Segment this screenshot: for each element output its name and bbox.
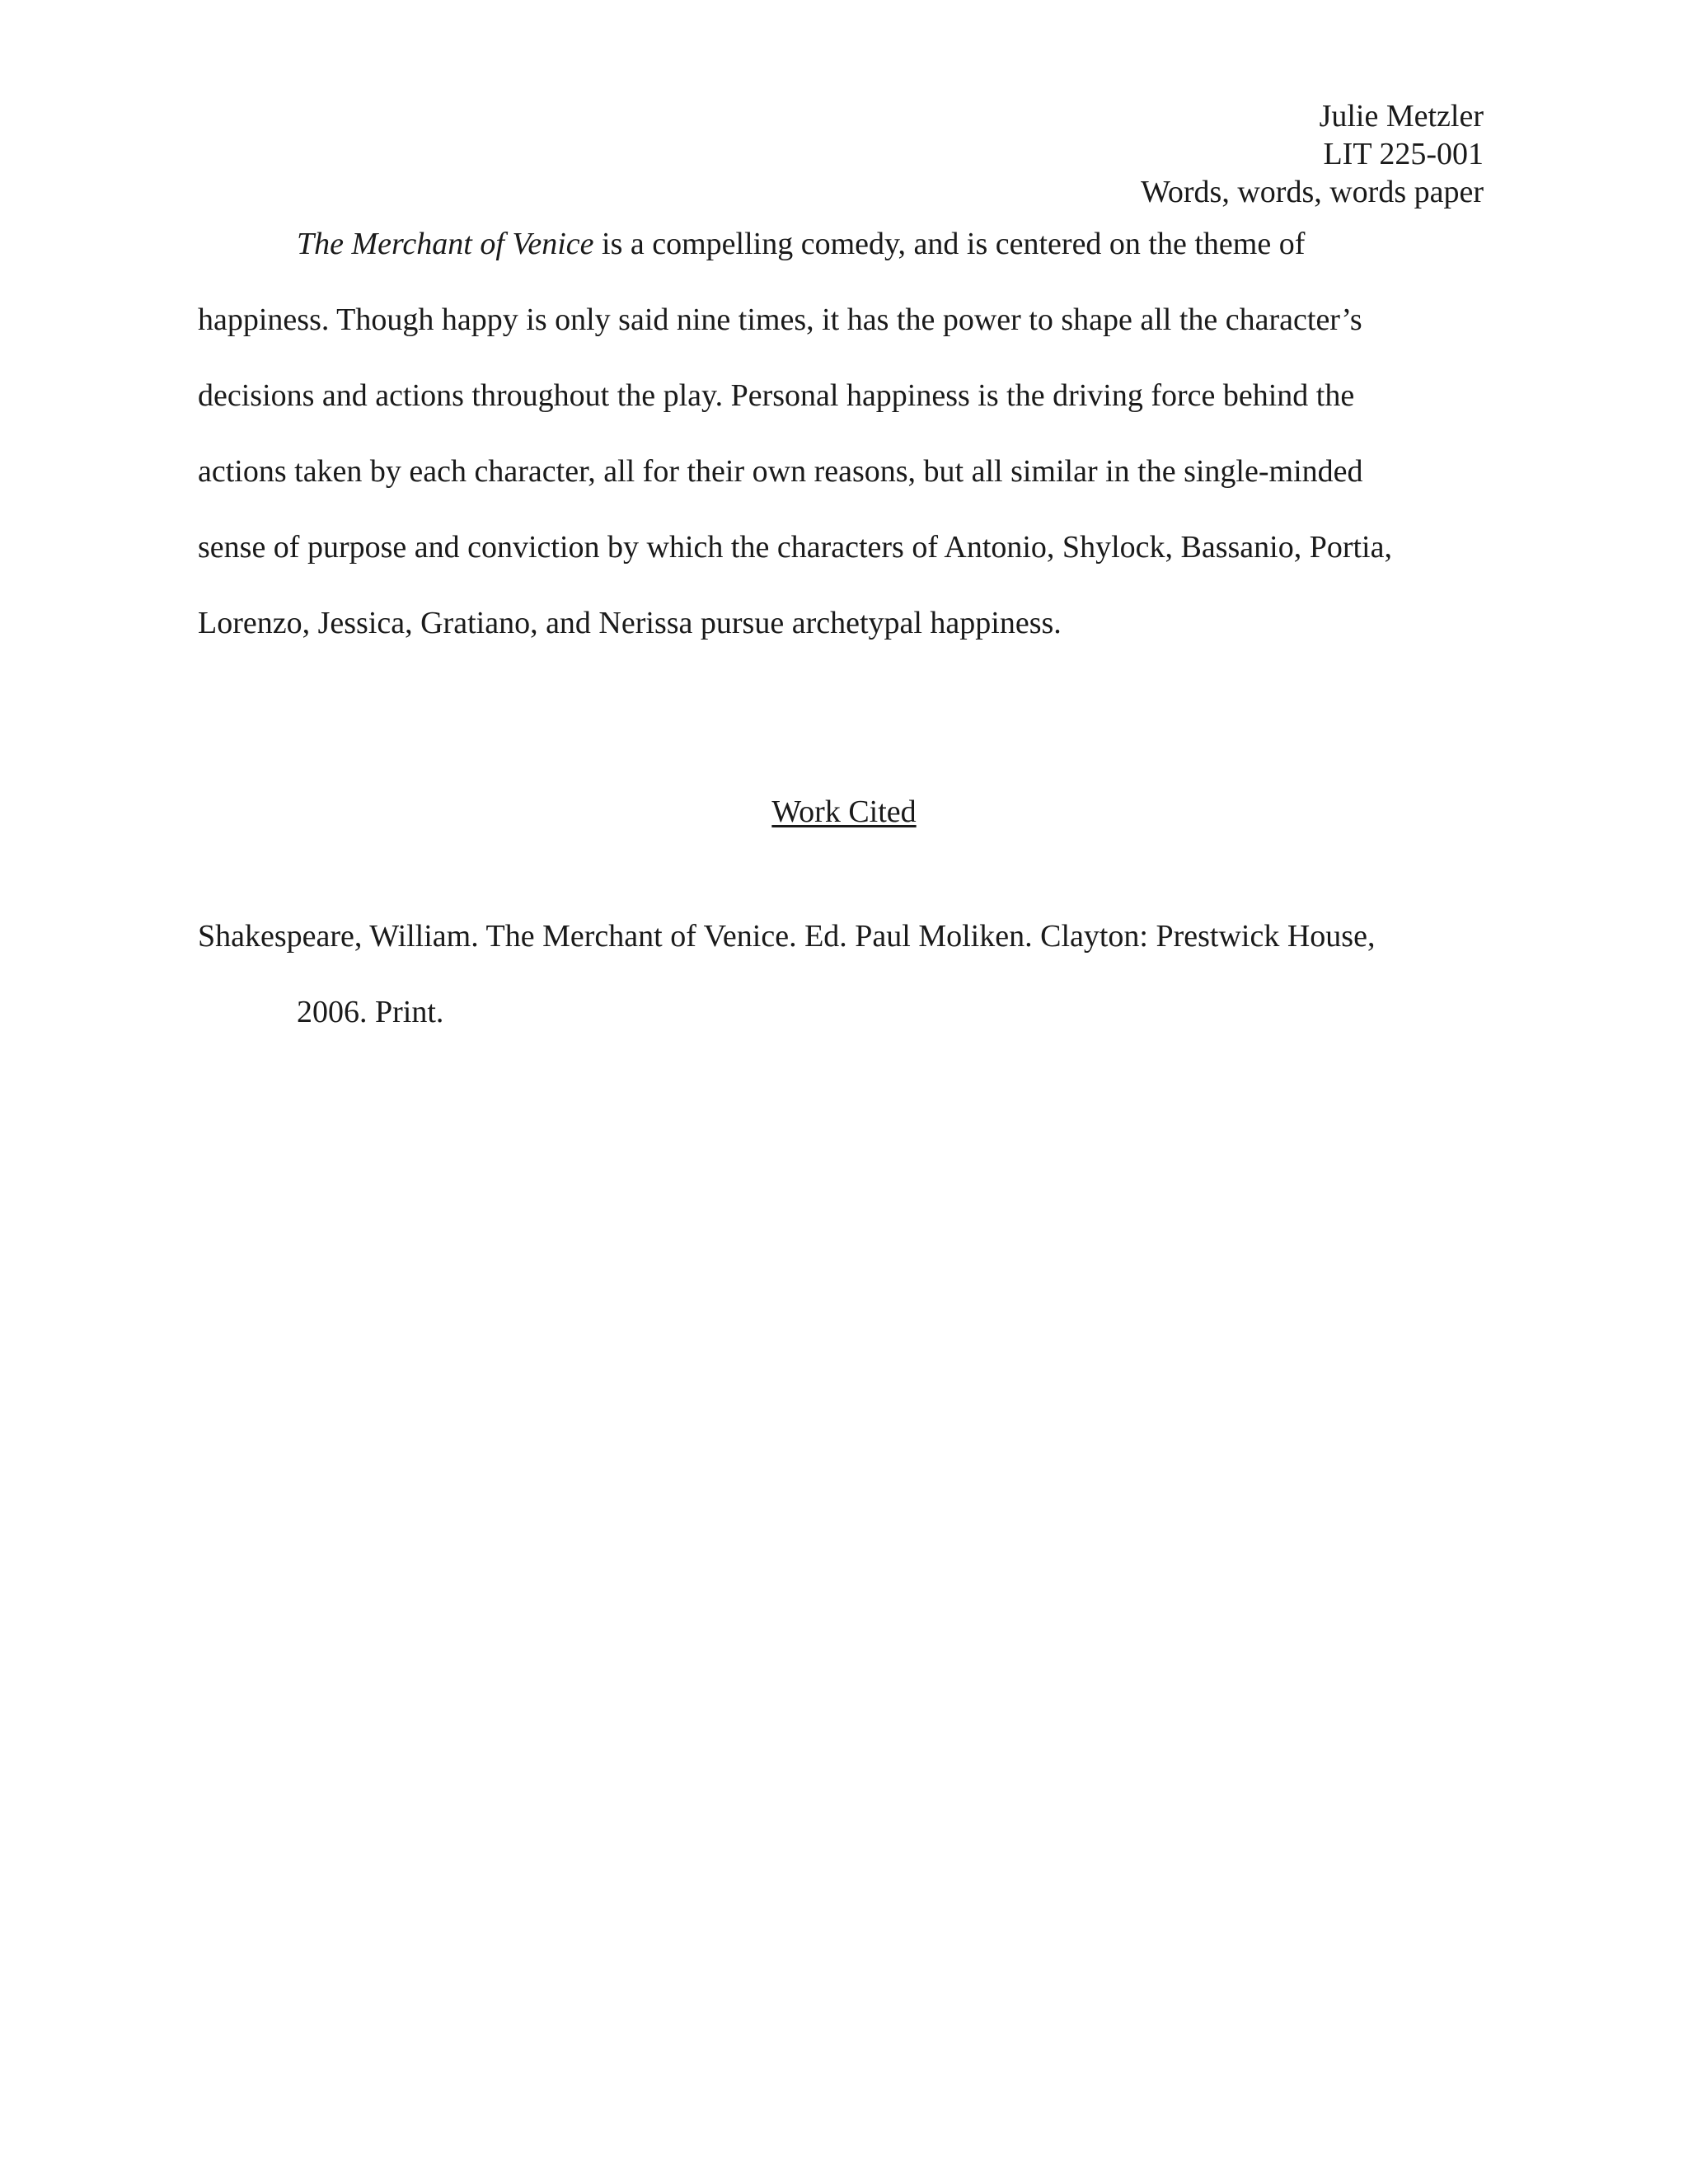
citation-entry <box>198 898 1484 1050</box>
citation-line-1: Shakespeare, William. The Merchant of Venice. Ed. Paul Moliken. Clayton: Prestwick House, <box>198 919 1376 954</box>
assignment-title: Words, words, words paper <box>1141 175 1484 209</box>
paragraph-line-5: sense of purpose and conviction by which the characters of Antonio, Shylock, Bassanio, Portia, <box>198 530 1392 565</box>
paragraph-line-1 <box>198 206 1451 282</box>
works-cited-heading <box>0 793 1688 831</box>
paragraph-line-3: decisions and actions throughout the play. Personal happiness is the driving force behind the <box>198 378 1355 413</box>
paragraph-line-2: happiness. Though happy is only said nine times, it has the power to shape all the character’s <box>198 302 1362 337</box>
play-title: The Merchant of Venice <box>297 227 594 261</box>
course-code: LIT 225-001 <box>1323 137 1484 171</box>
citation-line-2: 2006. Print. <box>297 995 444 1029</box>
works-cited-heading-text: Work Cited <box>771 794 917 829</box>
paragraph-line-4: actions taken by each character, all for their own reasons, but all similar in the single-minded <box>198 454 1363 489</box>
author-name: Julie Metzler <box>1319 99 1484 134</box>
paragraph-line-6: Lorenzo, Jessica, Gratiano, and Nerissa pursue archetypal happiness. <box>198 606 1062 640</box>
header-block <box>1141 97 1484 211</box>
paragraph-line-1-rest: is a compelling comedy, and is centered on the theme of <box>593 227 1306 261</box>
body-paragraph <box>198 206 1451 661</box>
